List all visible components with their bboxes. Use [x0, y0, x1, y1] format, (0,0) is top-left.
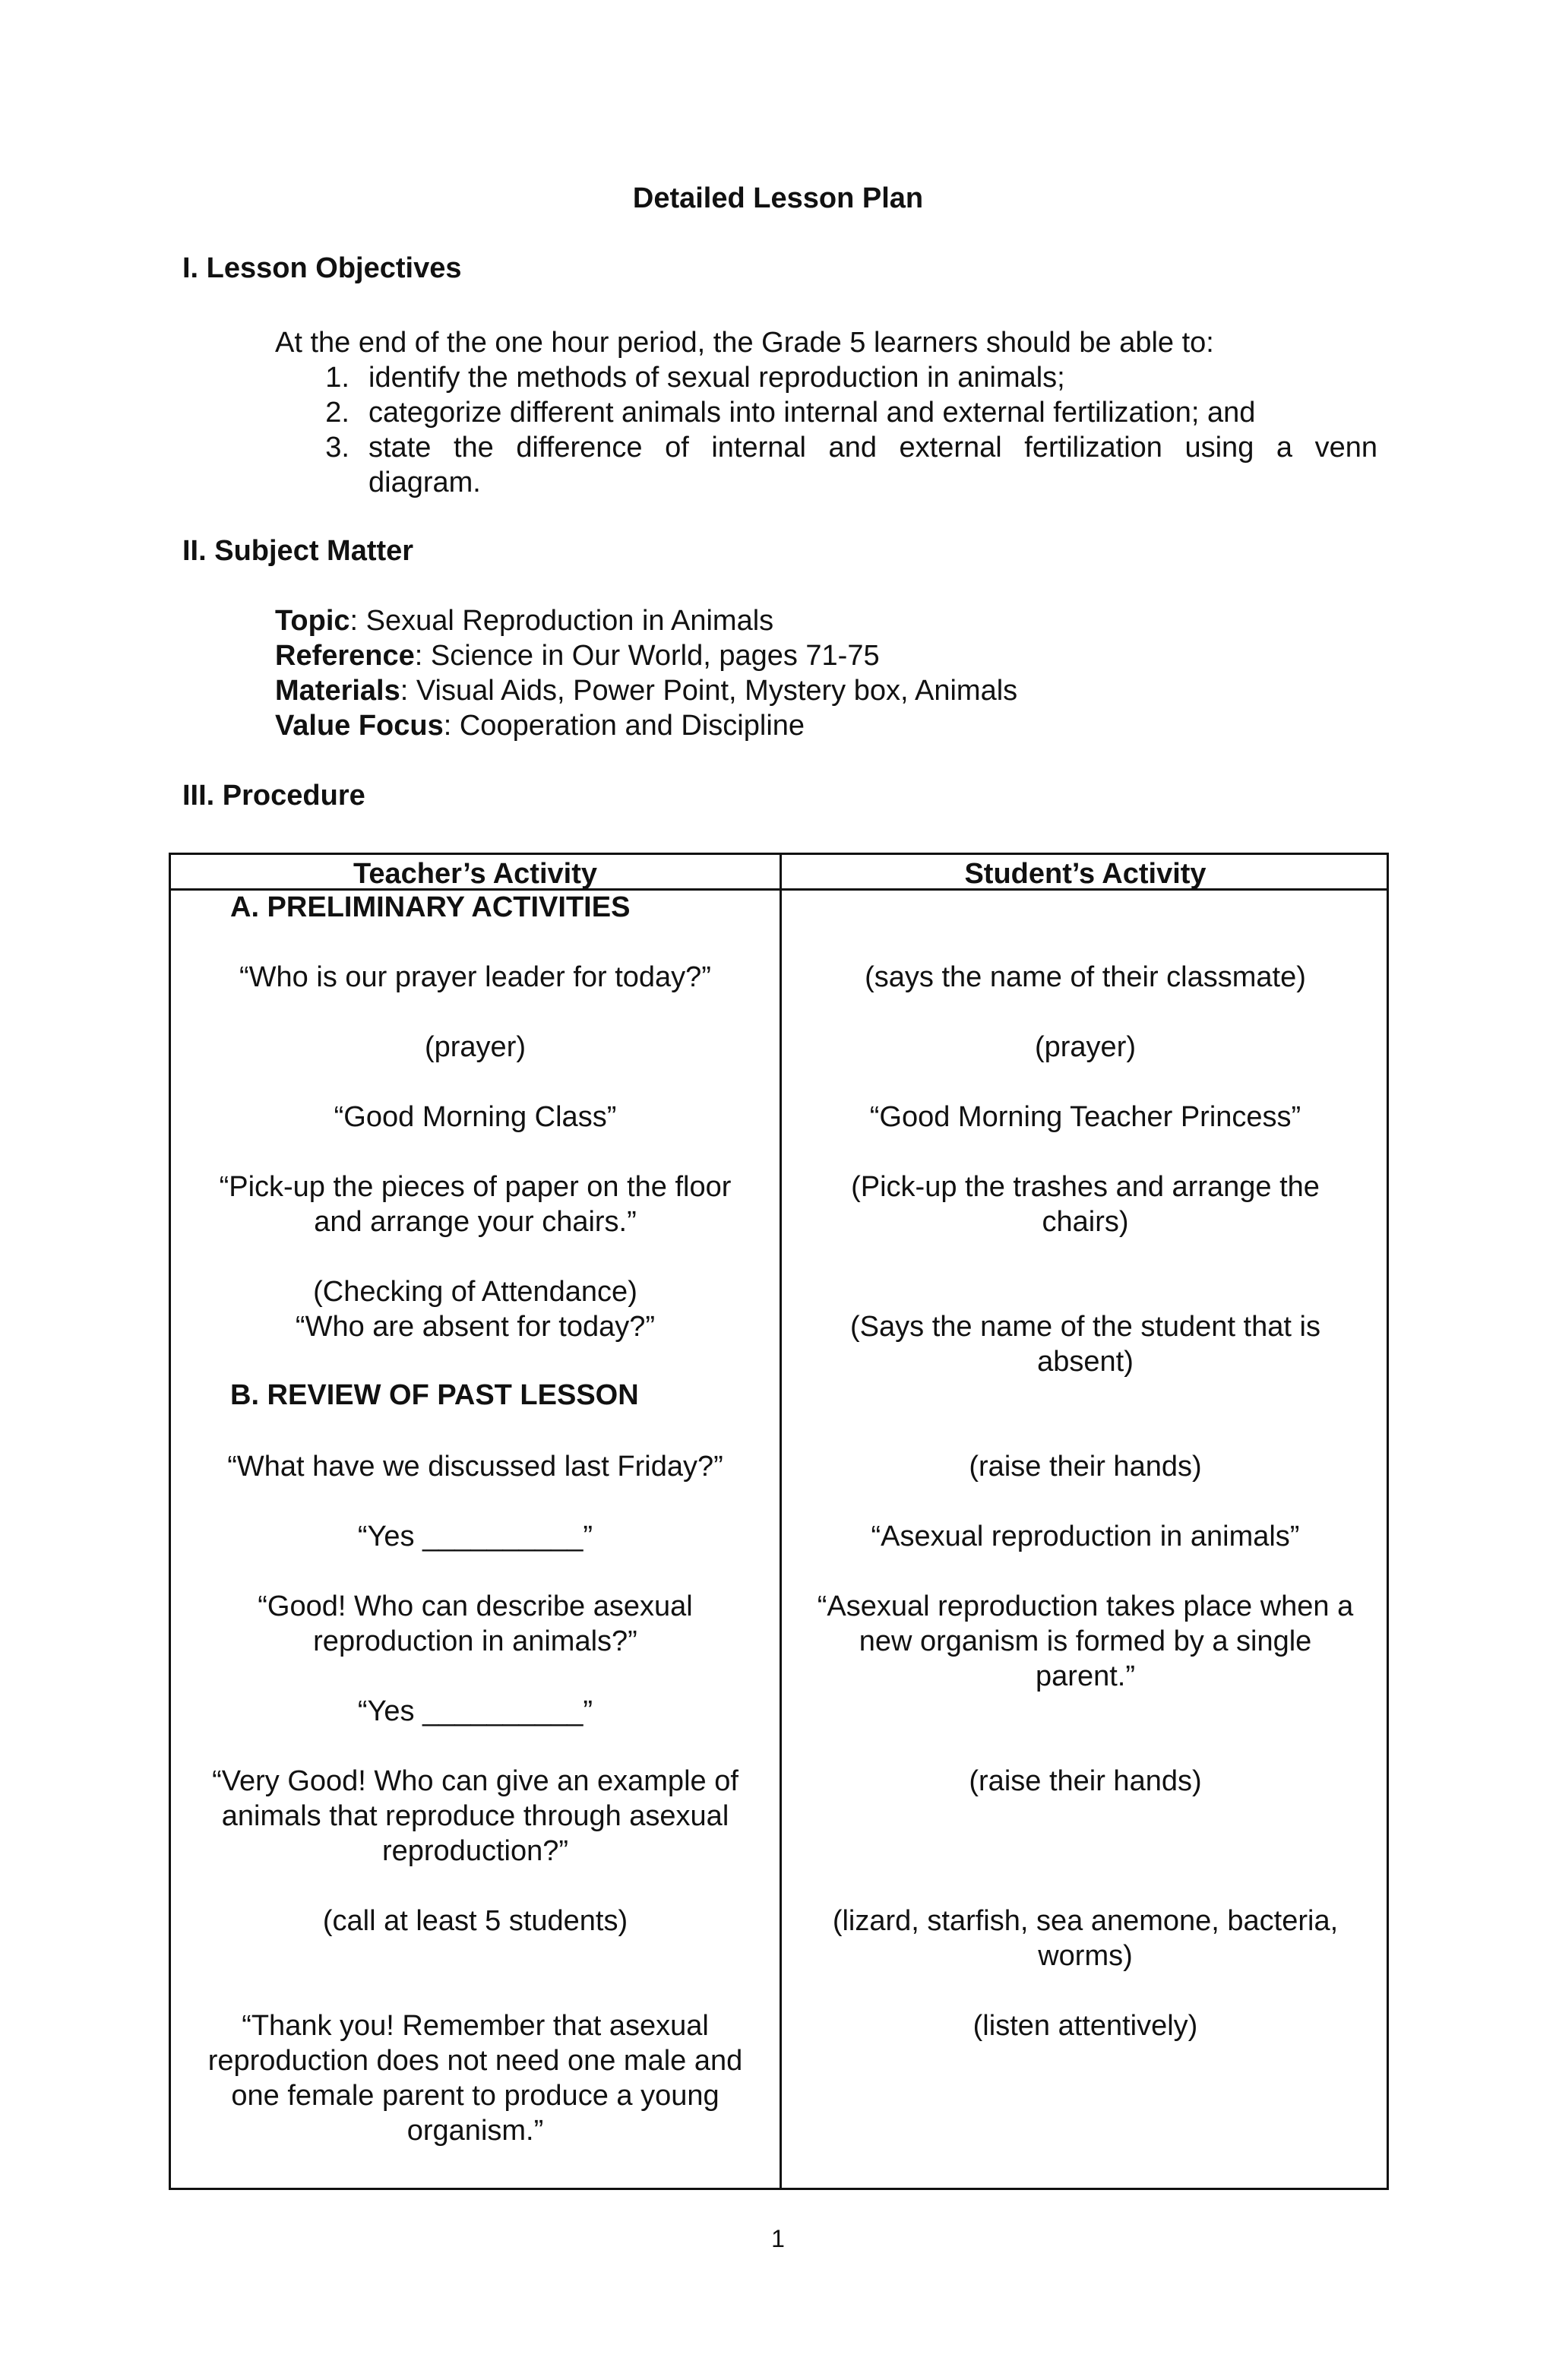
teacher-line: “Who is our prayer leader for today?”: [239, 961, 711, 993]
teacher-line: reproduction?”: [381, 1835, 569, 1867]
student-line: chairs): [1042, 1206, 1129, 1238]
teacher-line: “Yes __________”: [357, 1521, 593, 1552]
student-line: (raise their hands): [969, 1765, 1202, 1797]
section-b-heading: B. REVIEW OF PAST LESSON: [230, 1379, 639, 1411]
procedure-table: [169, 853, 1389, 2190]
materials-line: [275, 675, 1017, 707]
objective-text-3-continuation: diagram.: [368, 467, 481, 498]
teacher-line: “Pick-up the pieces of paper on the floor: [219, 1171, 732, 1203]
student-line: (listen attentively): [972, 2010, 1198, 2042]
teacher-line: “What have we discussed last Friday?”: [227, 1451, 723, 1483]
objectives-heading: I. Lesson Objectives: [182, 252, 462, 284]
teacher-line: (Checking of Attendance): [313, 1276, 637, 1308]
teacher-line: reproduction does not need one male and: [207, 2045, 743, 2077]
objective-number-1: 1.: [325, 362, 349, 394]
teacher-line: “Yes __________”: [357, 1695, 593, 1727]
subject-matter-heading: II. Subject Matter: [182, 535, 414, 567]
teacher-line: and arrange your chairs.”: [314, 1206, 637, 1238]
teacher-line: “Good Morning Class”: [334, 1101, 617, 1133]
student-activity-header: Student’s Activity: [964, 858, 1207, 890]
reference-line: [275, 640, 880, 673]
procedure-heading: III. Procedure: [182, 780, 365, 812]
student-line: (Says the name of the student that is: [850, 1311, 1320, 1343]
page-number: 1: [771, 2225, 785, 2252]
topic-label: Topic: [275, 605, 350, 637]
objective-text-3: state the difference of internal and external fertilization using a venn: [368, 432, 1377, 464]
student-line: absent): [1037, 1346, 1134, 1378]
teacher-line: “Good! Who can describe asexual: [258, 1590, 693, 1622]
topic-value: : Sexual Reproduction in Animals: [349, 605, 774, 637]
teacher-line: “Thank you! Remember that asexual: [242, 2010, 709, 2042]
student-line: (lizard, starfish, sea anemone, bacteria,: [832, 1905, 1339, 1937]
teacher-line: (prayer): [424, 1031, 527, 1063]
materials-label: Materials: [275, 675, 400, 707]
objective-number-3: 3.: [325, 432, 349, 464]
teacher-activity-header: Teacher’s Activity: [353, 858, 598, 890]
student-line: “Asexual reproduction in animals”: [871, 1521, 1300, 1552]
teacher-line: (call at least 5 students): [322, 1905, 628, 1937]
teacher-line: “Very Good! Who can give an example of: [212, 1765, 738, 1797]
student-line: “Good Morning Teacher Princess”: [869, 1101, 1301, 1133]
student-line: (says the name of their classmate): [865, 961, 1306, 993]
reference-label: Reference: [275, 640, 415, 672]
objective-text-2: categorize different animals into internal and external fertilization; and: [368, 397, 1256, 429]
teacher-line: one female parent to produce a young: [231, 2080, 719, 2112]
student-line: “Asexual reproduction takes place when a: [817, 1590, 1354, 1622]
reference-value: : Science in Our World, pages 71-75: [414, 640, 880, 672]
student-line: worms): [1038, 1940, 1133, 1972]
value-focus-line: [275, 710, 805, 742]
document-title: Detailed Lesson Plan: [632, 182, 924, 214]
topic-line: [275, 605, 773, 638]
teacher-line: “Who are absent for today?”: [295, 1311, 656, 1343]
section-a-heading: A. PRELIMINARY ACTIVITIES: [230, 891, 631, 923]
teacher-line: reproduction in animals?”: [313, 1625, 637, 1657]
student-line: (Pick-up the trashes and arrange the: [851, 1171, 1320, 1203]
value-focus-value: : Cooperation and Discipline: [443, 710, 805, 742]
objective-text-1: identify the methods of sexual reproduction in animals;: [368, 362, 1065, 394]
teacher-line: organism.”: [406, 2115, 544, 2147]
student-line: (prayer): [1034, 1031, 1137, 1063]
materials-value: : Visual Aids, Power Point, Mystery box, Animals: [400, 675, 1018, 707]
teacher-line: animals that reproduce through asexual: [221, 1800, 729, 1832]
student-line: (raise their hands): [969, 1451, 1202, 1483]
objectives-intro: At the end of the one hour period, the Grade 5 learners should be able to:: [275, 327, 1214, 359]
student-line: parent.”: [1036, 1660, 1135, 1692]
student-line: new organism is formed by a single: [859, 1625, 1312, 1657]
objective-number-2: 2.: [325, 397, 349, 429]
value-focus-label: Value Focus: [275, 710, 444, 742]
